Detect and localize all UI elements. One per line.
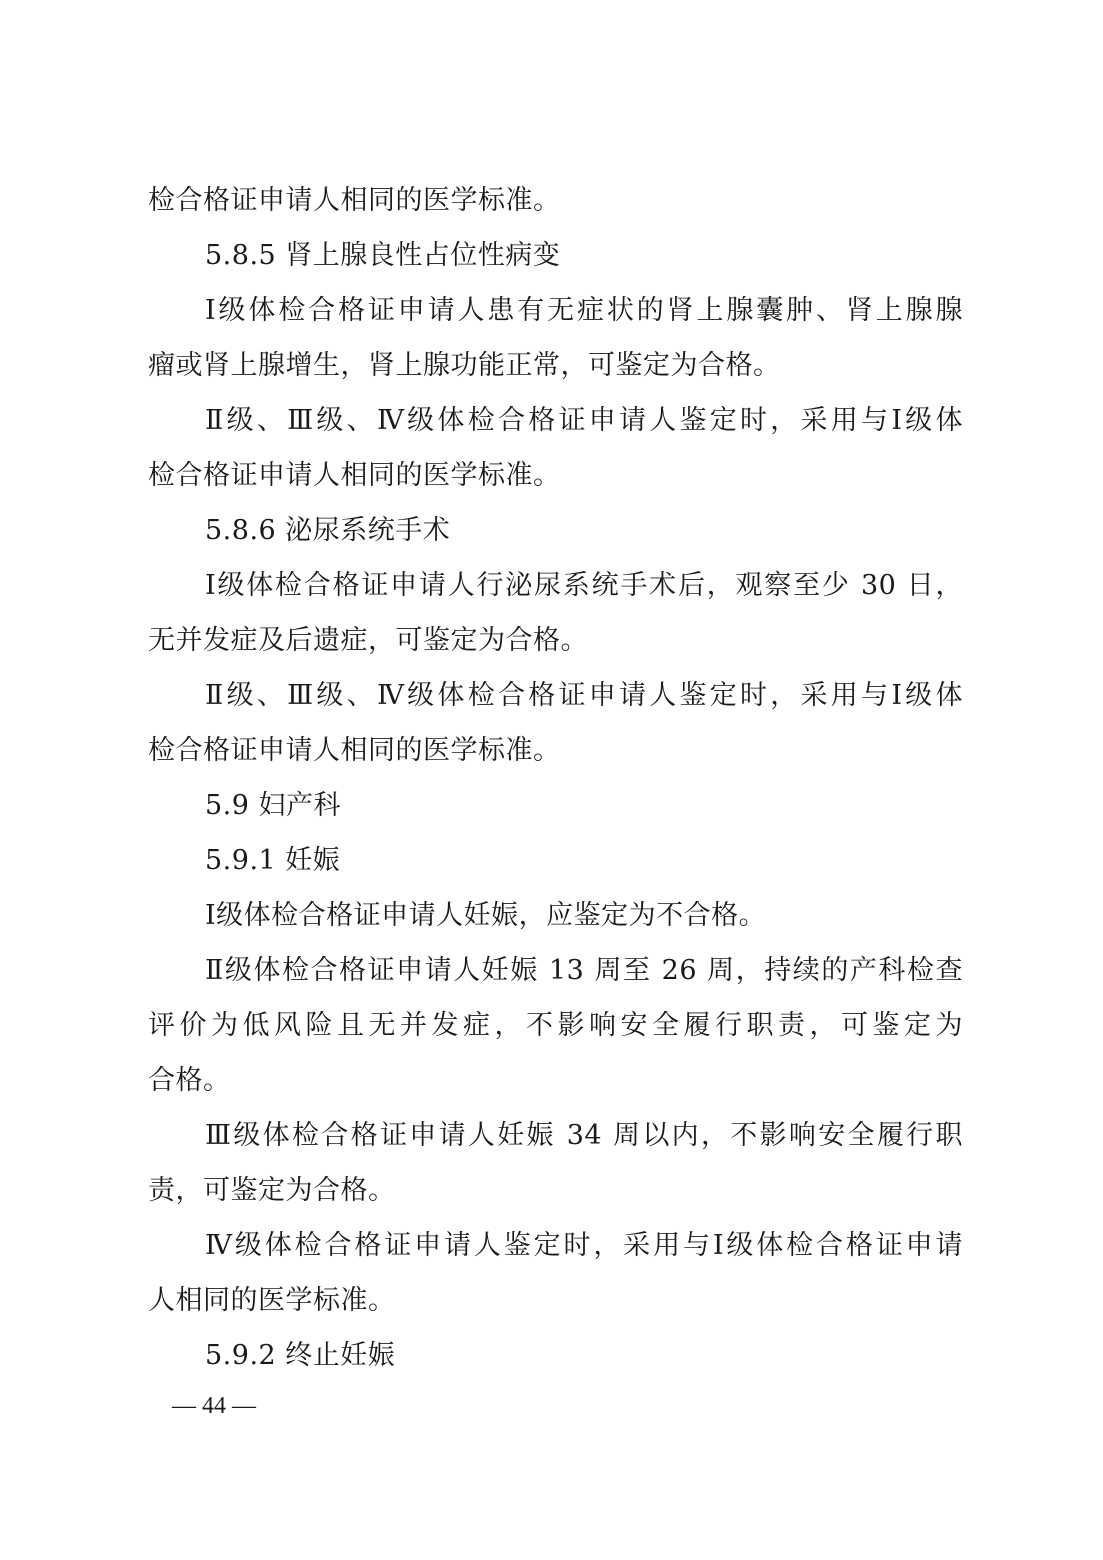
- body-text-line: 评价为低风险且无并发症，不影响安全履行职责，可鉴定为: [148, 1010, 963, 1041]
- body-text-line: 瘤或肾上腺增生，肾上腺功能正常，可鉴定为合格。: [148, 350, 781, 381]
- body-text-line: 无并发症及后遗症，可鉴定为合格。: [148, 625, 588, 656]
- body-text-line: Ⅱ级、Ⅲ级、Ⅳ级体检合格证申请人鉴定时，采用与Ⅰ级体: [205, 680, 963, 711]
- section-heading: 5.9.2 终止妊娠: [205, 1340, 396, 1371]
- body-text-line: 检合格证申请人相同的医学标准。: [148, 735, 561, 766]
- body-text-line: Ⅳ级体检合格证申请人鉴定时，采用与Ⅰ级体检合格证申请: [205, 1230, 963, 1261]
- body-text-line: 合格。: [148, 1065, 231, 1096]
- body-text-line: Ⅰ级体检合格证申请人患有无症状的肾上腺囊肿、肾上腺腺: [205, 295, 963, 326]
- body-text-line: Ⅰ级体检合格证申请人行泌尿系统手术后，观察至少 30 日，: [205, 570, 963, 601]
- body-text-line: Ⅰ级体检合格证申请人妊娠，应鉴定为不合格。: [205, 900, 767, 931]
- body-text-line: 人相同的医学标准。: [148, 1285, 396, 1316]
- page-number: — 44 —: [172, 1393, 256, 1419]
- section-heading: 5.8.6 泌尿系统手术: [205, 515, 451, 546]
- section-heading: 5.9.1 妊娠: [205, 845, 341, 876]
- body-text-line: Ⅲ级体检合格证申请人妊娠 34 周以内，不影响安全履行职: [205, 1120, 963, 1151]
- body-text-line: 检合格证申请人相同的医学标准。: [148, 185, 561, 216]
- section-heading: 5.8.5 肾上腺良性占位性病变: [205, 240, 561, 271]
- body-text-line: 责，可鉴定为合格。: [148, 1175, 396, 1206]
- body-text-line: Ⅱ级体检合格证申请人妊娠 13 周至 26 周，持续的产科检查: [205, 955, 963, 986]
- section-heading: 5.9 妇产科: [205, 790, 342, 821]
- body-text-line: 检合格证申请人相同的医学标准。: [148, 460, 561, 491]
- body-text-line: Ⅱ级、Ⅲ级、Ⅳ级体检合格证申请人鉴定时，采用与Ⅰ级体: [205, 405, 963, 436]
